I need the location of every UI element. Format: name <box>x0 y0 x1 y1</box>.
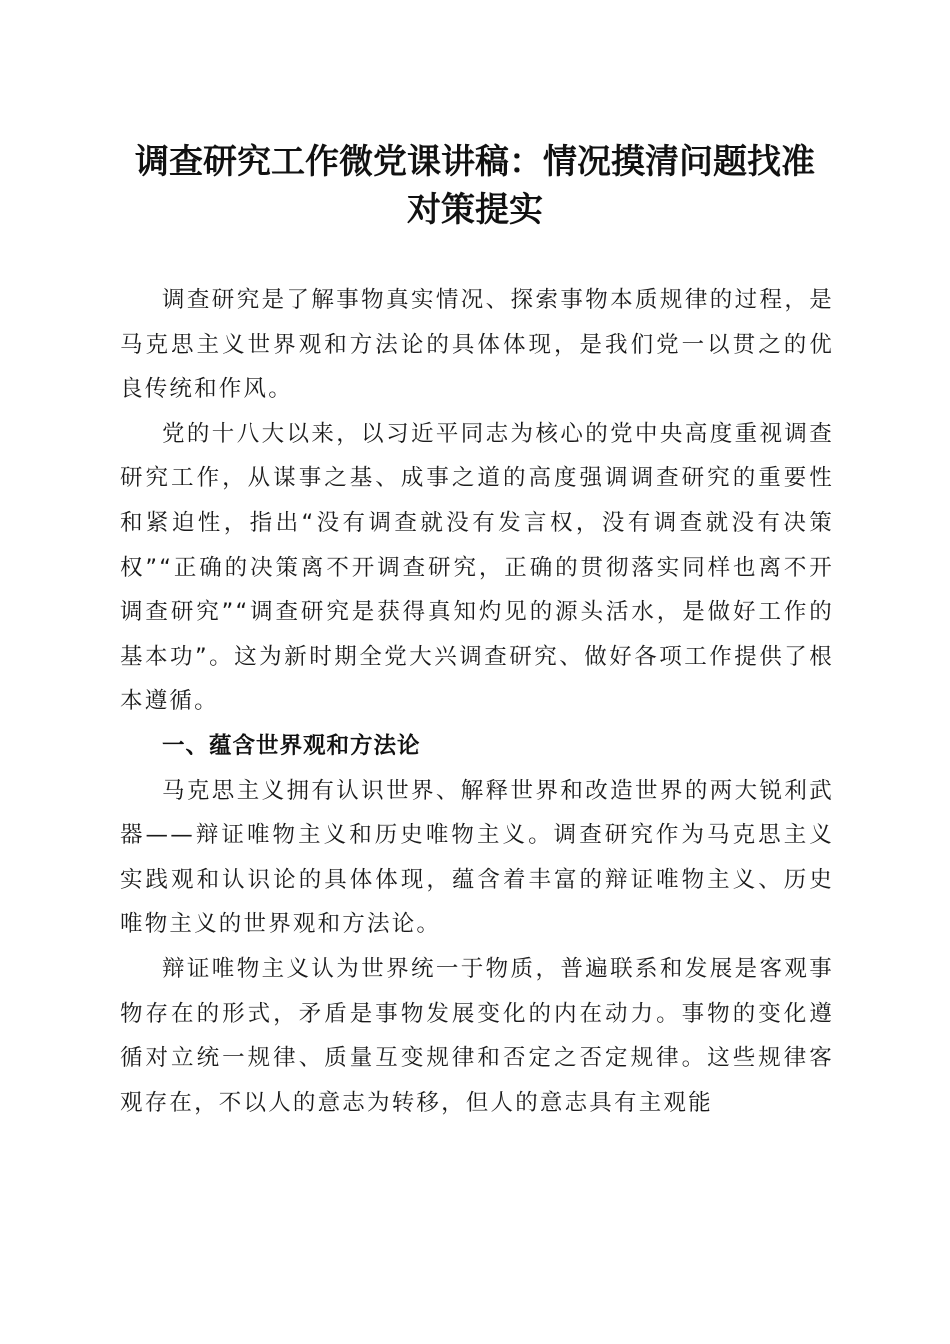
paragraph-dialectical-materialism: 辩证唯物主义认为世界统一于物质，普遍联系和发展是客观事物存在的形式，矛盾是事物发展变化的内在动力。事物的变化遵循对立统一规律、质量互变规律和否定之否定规律。这些规律客观存在，不以人的意志为转移，但人的意志具有主观能 <box>120 955 834 1116</box>
section-heading-1: 一、蕴含世界观和方法论 <box>162 732 421 759</box>
document-title <box>110 138 840 234</box>
title-line-2: 对策提实 <box>407 190 543 230</box>
title-line-1: 调查研究工作微党课讲稿：情况摸清问题找准 <box>135 142 815 182</box>
paragraph-marxism-weapons: 马克思主义拥有认识世界、解释世界和改造世界的两大锐利武器——辩证唯物主义和历史唯物主义。调查研究作为马克思主义实践观和认识论的具体体现，蕴含着丰富的辩证唯物主义、历史唯物主义的世界观和方法论。 <box>120 777 834 938</box>
document-body <box>120 278 834 1125</box>
paragraph-intro: 调查研究是了解事物真实情况、探索事物本质规律的过程，是马克思主义世界观和方法论的具体体现，是我们党一以贯之的优良传统和作风。 <box>120 287 834 403</box>
paragraph-party-emphasis: 党的十八大以来，以习近平同志为核心的党中央高度重视调查研究工作，从谋事之基、成事之道的高度强调调查研究的重要性和紧迫性，指出“没有调查就没有发言权，没有调查就没有决策权”“正确的决策离不开调查研究，正确的贯彻落实同样也离不开调查研究”“调查研究是获得真知灼见的源头活水，是做好工作的基本功”。这为新时期全党大兴调查研究、做好各项工作提供了根本遵循。 <box>120 420 834 715</box>
